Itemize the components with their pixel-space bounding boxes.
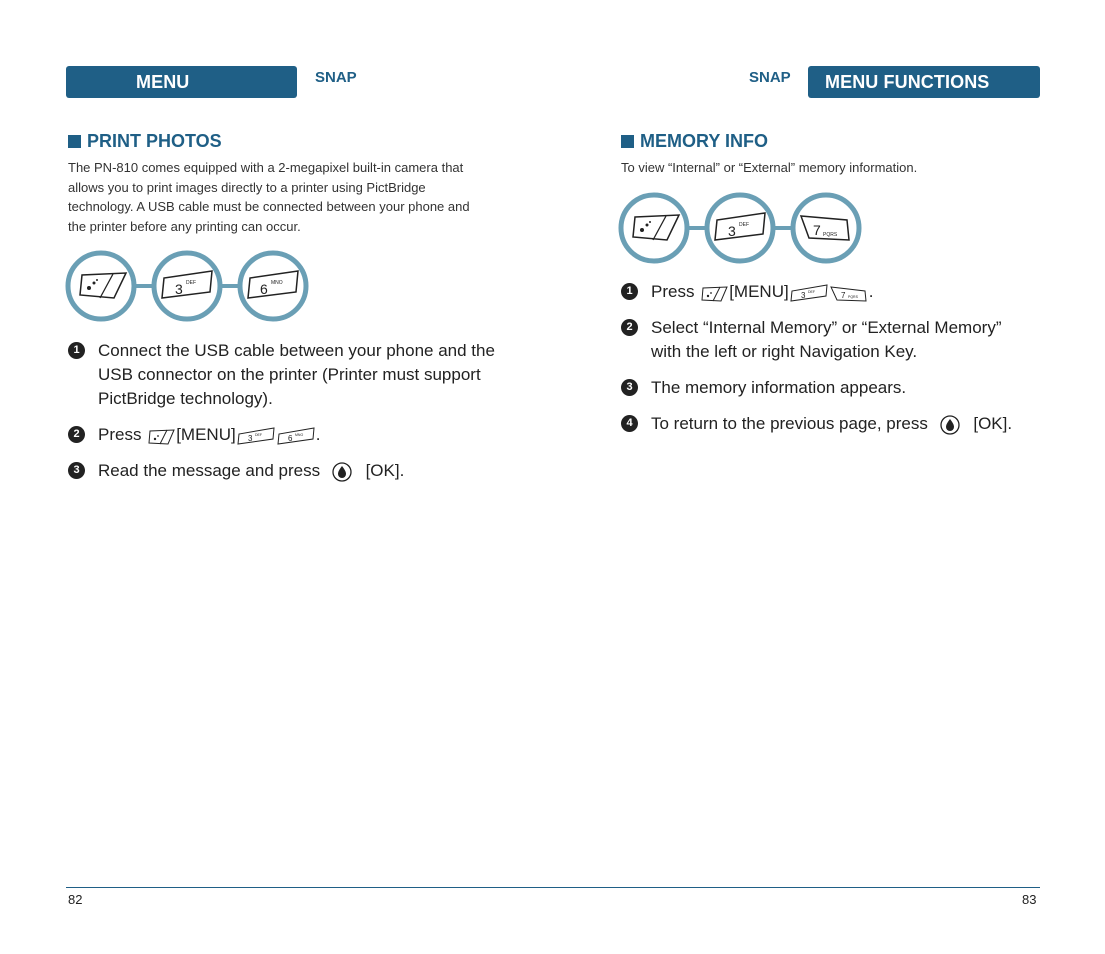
step-line: with the left or right Navigation Key.: [651, 342, 918, 361]
ok-key-icon: [937, 414, 963, 436]
step-text: [98, 423, 320, 447]
step-number: 1: [68, 342, 85, 359]
left-heading: [68, 131, 222, 152]
step-end: .: [315, 425, 321, 444]
left-menu-functions-tab: [66, 66, 297, 125]
step-text: [651, 280, 873, 304]
intro-line: the printer before any printing can occur.: [68, 218, 301, 234]
key-6-icon: [240, 253, 306, 319]
right-tab-label: MENU FUNCTIONS: [825, 72, 990, 92]
right-key-sequence: [617, 190, 865, 266]
heading-square-icon: [68, 135, 81, 148]
left-tab-label: MENU FUNCTIONS: [136, 72, 242, 125]
key-3-icon: [154, 253, 220, 319]
right-heading-text: MEMORY INFO: [640, 131, 769, 151]
svg-text:3: 3: [800, 290, 806, 300]
step-number: 2: [621, 319, 638, 336]
left-intro: [68, 158, 508, 236]
svg-text:6: 6: [287, 433, 293, 443]
key-3-icon: [707, 195, 773, 261]
step-menu-label: [MENU]: [729, 282, 789, 301]
svg-text:DEF: DEF: [186, 280, 196, 286]
step-line: Read the message and press: [98, 461, 321, 480]
right-steps: [621, 280, 1071, 436]
step-number: 3: [68, 462, 85, 479]
left-page-number: 82: [68, 892, 83, 907]
svg-text:3: 3: [175, 281, 183, 297]
intro-line: allows you to print images directly to a printer using PictBridge: [68, 179, 426, 195]
right-heading: [621, 131, 768, 152]
step-item: [621, 412, 1071, 436]
menu-soft-key-icon: [621, 195, 687, 261]
svg-text:PQRS: PQRS: [823, 232, 838, 238]
menu-soft-key-small-icon: [699, 283, 729, 303]
step-item: [621, 376, 1071, 400]
step-line: Select “Internal Memory” or “External Memory”: [651, 318, 1002, 337]
step-text: [651, 412, 1012, 436]
svg-text:PQRS: PQRS: [847, 294, 858, 299]
step-ok-label: [OK].: [365, 461, 405, 480]
svg-text:3: 3: [728, 223, 736, 239]
step-item: [68, 459, 518, 483]
left-key-sequence: [64, 248, 312, 324]
intro-line: The PN-810 comes equipped with a 2-megapixel built-in camera that: [68, 160, 464, 175]
svg-text:7: 7: [840, 290, 846, 300]
step-press-text: Press: [651, 282, 695, 301]
intro-line: technology. A USB cable must be connected between your phone and: [68, 199, 470, 214]
step-line: USB connector on the printer (Printer must support: [98, 365, 481, 384]
heading-square-icon: [621, 135, 634, 148]
step-ok-label: [OK].: [973, 414, 1013, 433]
svg-text:3: 3: [247, 433, 253, 443]
svg-text:DEF: DEF: [739, 222, 749, 228]
svg-text:DEF: DEF: [254, 432, 262, 437]
svg-text:MNO: MNO: [294, 432, 303, 437]
step-end: .: [868, 282, 874, 301]
step-line: PictBridge technology).: [98, 389, 273, 408]
step-line: Connect the USB cable between your phone and the: [98, 341, 495, 360]
left-section-tag: SNAP: [315, 69, 357, 86]
left-steps: [68, 339, 518, 483]
menu-soft-key-icon: [68, 253, 134, 319]
svg-text:DEF: DEF: [807, 289, 815, 294]
key-3-small-icon: [236, 426, 276, 446]
step-item: [68, 423, 518, 447]
svg-text:MNO: MNO: [271, 280, 283, 286]
right-intro: To view “Internal” or “External” memory information.: [621, 160, 918, 175]
step-text: [98, 459, 404, 483]
key-3-small-icon: [789, 283, 829, 303]
key-7-icon: [793, 195, 859, 261]
step-menu-label: [MENU]: [176, 425, 236, 444]
menu-soft-key-small-icon: [146, 426, 176, 446]
step-text: The memory information appears.: [651, 378, 907, 397]
step-press-text: Press: [98, 425, 142, 444]
left-heading-text: PRINT PHOTOS: [87, 131, 222, 151]
step-number: 3: [621, 379, 638, 396]
step-item: [621, 316, 1071, 364]
step-number: 1: [621, 283, 638, 300]
right-page-number: 83: [1022, 892, 1037, 907]
svg-text:6: 6: [260, 281, 268, 297]
key-7-small-icon: [829, 283, 869, 303]
step-line: To return to the previous page, press: [651, 414, 928, 433]
svg-text:7: 7: [813, 222, 821, 238]
step-number: 4: [621, 415, 638, 432]
step-item: [621, 280, 1071, 304]
step-number: 2: [68, 426, 85, 443]
step-item: [68, 339, 518, 411]
right-menu-functions-tab: [808, 66, 1040, 98]
step-text: [651, 316, 1001, 364]
right-section-tag: SNAP: [749, 69, 791, 86]
key-6-small-icon: [276, 426, 316, 446]
footer-rule: [66, 887, 1040, 888]
ok-key-icon: [329, 461, 355, 483]
step-text: [98, 339, 495, 411]
